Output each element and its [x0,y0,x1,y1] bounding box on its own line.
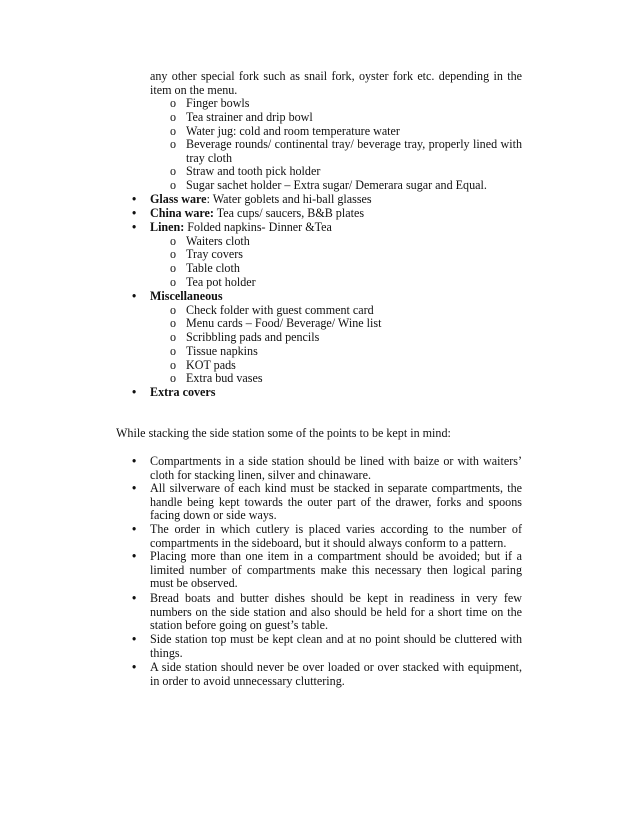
sub-bullet-marker: o [170,137,177,151]
item-label: China ware: [150,206,214,220]
item-label: Extra covers [150,385,216,399]
sub-item-text: Straw and tooth pick holder [186,164,321,178]
point-text: Compartments in a side station should be lined with baize or with waiters’ cloth for stacking linen, silver and chinaware. [150,454,522,482]
sub-item-text: Beverage rounds/ continental tray/ beverage tray, properly lined with tray cloth [186,137,522,165]
sub-bullet-marker: o [170,303,177,317]
list-item [170,330,522,345]
bullet-marker: • [132,385,137,399]
list-item [170,110,522,125]
list-item [170,164,522,179]
sub-bullet-marker: o [170,275,177,289]
sub-item-text: Finger bowls [186,96,250,110]
sub-item-text: Table cloth [186,261,240,275]
list-item-point [132,454,522,482]
sub-bullet-marker: o [170,371,177,385]
sub-bullet-marker: o [170,96,177,110]
list-item-point [132,632,522,660]
sub-item-text: Water jug: cold and room temperature water [186,124,400,138]
bullet-marker: • [132,591,137,605]
bullet-marker: • [132,289,137,303]
list-item [170,96,522,111]
sub-item-text: Tea pot holder [186,275,256,289]
list-item-point [132,660,522,688]
item-label: Glass ware [150,192,207,206]
sub-bullet-marker: o [170,234,177,248]
item-label: Linen: [150,220,185,234]
sub-bullet-marker: o [170,110,177,124]
list-item-china-ware [132,206,522,221]
list-item-point [132,549,522,591]
bullet-marker: • [132,522,137,536]
sub-item-text: Tea strainer and drip bowl [186,110,313,124]
point-text: A side station should never be over loaded or over stacked with equipment, in order to avoid unnecessary cluttering. [150,660,522,688]
sub-bullet-marker: o [170,316,177,330]
list-item [170,178,522,193]
list-item-point [132,522,522,550]
sub-item-text: Waiters cloth [186,234,250,248]
list-item [170,371,522,386]
item-label: Miscellaneous [150,289,223,303]
sub-bullet-marker: o [170,358,177,372]
list-item-glass-ware [132,192,522,207]
list-item [170,275,522,290]
list-item [170,247,522,262]
bullet-marker: • [132,454,137,468]
bullet-marker: • [132,632,137,646]
list-item-extra-covers [132,385,522,400]
intro-paragraph: While stacking the side station some of the points to be kept in mind: [116,426,451,440]
point-text: The order in which cutlery is placed varies according to the number of compartments in the sideboard, but it should always conform to a pattern. [150,522,522,550]
sub-item-text: Tray covers [186,247,243,261]
sub-item-text: Sugar sachet holder – Extra sugar/ Demerara sugar and Equal. [186,178,487,192]
list-item [170,344,522,359]
item-text: Folded napkins- Dinner &Tea [184,220,332,234]
sub-item-text: Tissue napkins [186,344,258,358]
list-item-point [132,591,522,633]
point-text: Bread boats and butter dishes should be kept in readiness in very few numbers on the side station and also should be held for a short time on the station before going on guest’s table. [150,591,522,633]
sub-item-text: Scribbling pads and pencils [186,330,320,344]
item-text: Tea cups/ saucers, B&B plates [213,206,365,220]
sub-item-text: Menu cards – Food/ Beverage/ Wine list [186,316,382,330]
bullet-marker: • [132,220,137,234]
sub-item-text: Check folder with guest comment card [186,303,374,317]
bullet-marker: • [132,206,137,220]
list-item [170,137,522,165]
sub-bullet-marker: o [170,247,177,261]
bullet-marker: • [132,481,137,495]
point-text: Placing more than one item in a compartment should be avoided; but if a limited number of compartments make this necessary then logical paring must be observed. [150,549,522,591]
list-item [170,316,522,331]
sub-bullet-marker: o [170,164,177,178]
list-item [170,261,522,276]
sub-bullet-marker: o [170,261,177,275]
bullet-marker: • [132,660,137,674]
sub-item-text: Extra bud vases [186,371,263,385]
list-item-linen [132,220,522,235]
point-text: Side station top must be kept clean and at no point should be cluttered with things. [150,632,522,660]
continuation-text: any other special fork such as snail fork, oyster fork etc. depending in the item on the menu. [150,69,522,97]
item-text: : Water goblets and hi-ball glasses [206,192,372,206]
sub-bullet-marker: o [170,124,177,138]
sub-bullet-marker: o [170,178,177,192]
sub-bullet-marker: o [170,344,177,358]
sub-bullet-marker: o [170,330,177,344]
point-text: All silverware of each kind must be stacked in separate compartments, the handle being kept towards the outer part of the drawer, forks and spoons facing down or side ways. [150,481,522,523]
list-item-point [132,481,522,523]
list-item-miscellaneous [132,289,522,304]
bullet-marker: • [132,192,137,206]
sub-item-text: KOT pads [186,358,236,372]
bullet-marker: • [132,549,137,563]
